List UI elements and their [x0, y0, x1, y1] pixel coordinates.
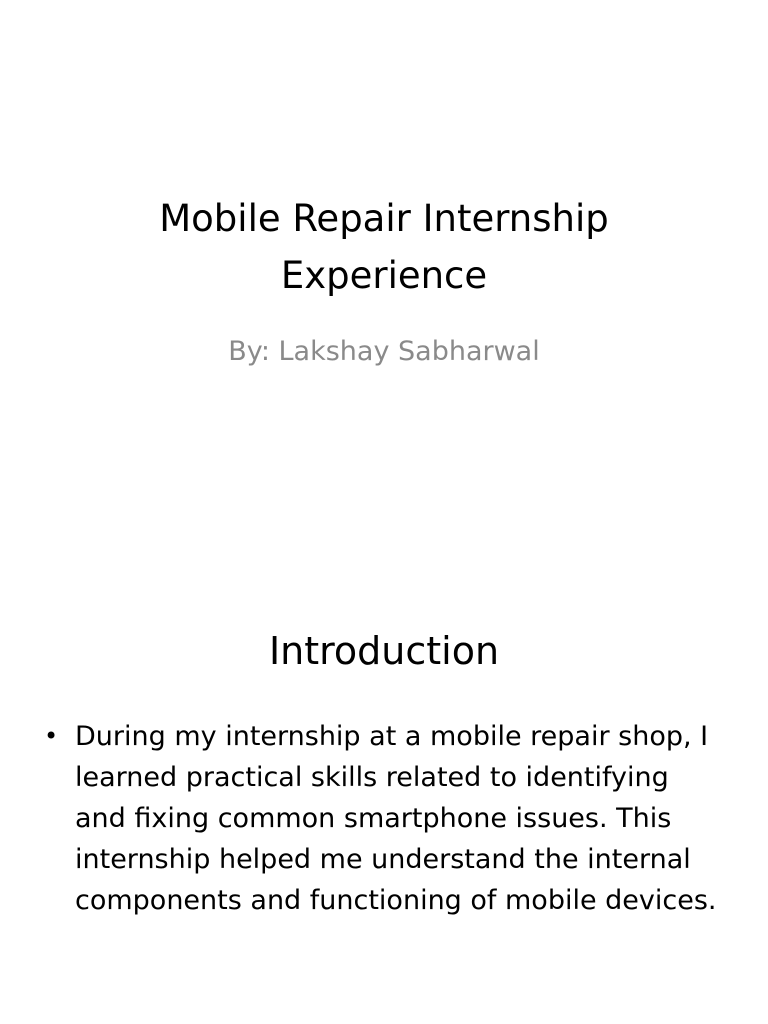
- author-subtitle: By: Lakshay Sabharwal: [228, 336, 540, 367]
- bullet-text: During my internship at a mobile repair shop, I learned practical skills related to identifying and fixing common smartphone issues. This internship helped me understand the internal components and functioning of mobile devices.: [75, 721, 717, 916]
- presentation-title: Mobile Repair Internship Experience: [159, 197, 609, 297]
- bullet-dot-icon: •: [44, 722, 59, 750]
- bullet-list: [38, 716, 728, 921]
- slide-title: Introduction: [268, 629, 500, 673]
- bullet-item: [38, 716, 728, 921]
- introduction-slide: [0, 512, 768, 1024]
